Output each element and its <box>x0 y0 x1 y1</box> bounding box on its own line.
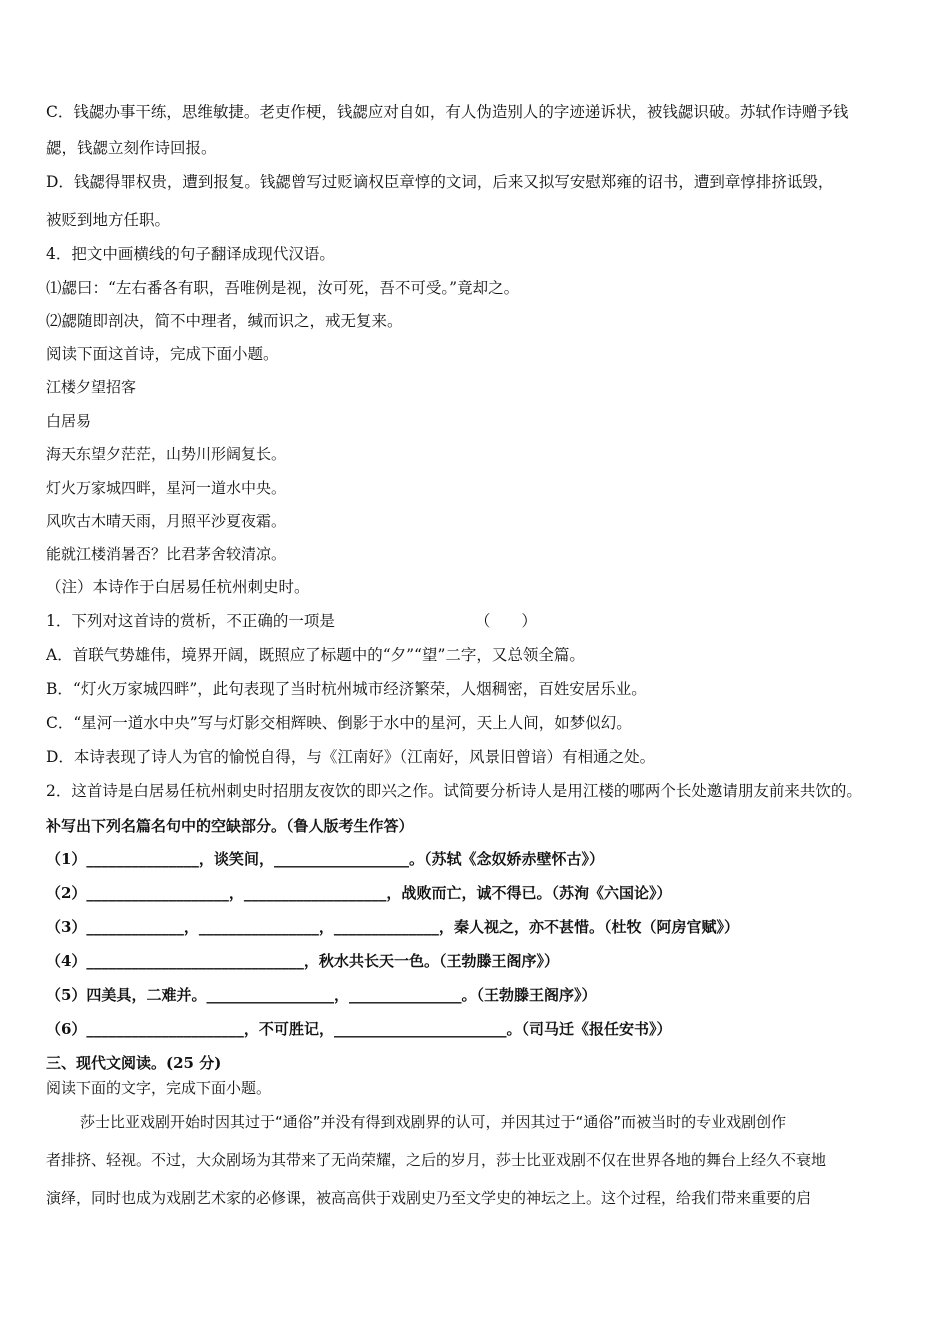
question-4: 4．把文中画横线的句子翻译成现代汉语。 <box>46 245 335 263</box>
poem-question-2: 2．这首诗是白居易任杭州刺史时招朋友夜饮的即兴之作。试简要分析诗人是用江楼的哪两个长处邀请朋友前来共饮的。 <box>46 782 862 800</box>
option-c-line-1: C．钱勰办事干练，思维敏捷。老吏作梗，钱勰应对自如，有人伪造别人的字迹递诉状，被钱勰识破。苏轼作诗赠予钱 <box>46 103 849 121</box>
poem-option-c: C．“星河一道水中央”写与灯影交相辉映、倒影于水中的星河，天上人间，如梦似幻。 <box>46 714 632 732</box>
poem-question-1 <box>46 611 537 631</box>
poem-line-4: 能就江楼消暑否？比君茅舍较清凉。 <box>46 545 287 563</box>
passage-line-1: 莎士比亚戏剧开始时因其过于“通俗”并没有得到戏剧界的认可，并因其过于“通俗”而被当时的专业戏剧创作 <box>80 1113 787 1131</box>
fill-in-3: （3）_____________，________________，______________，秦人视之，亦不甚惜。（杜牧（阿房官赋》） <box>46 918 739 936</box>
poem-question-1-text: 1．下列对这首诗的赏析，不正确的一项是 <box>46 612 335 630</box>
poem-option-d: D．本诗表现了诗人为官的愉悦自得，与《江南好》（江南好，风景旧曾谙）有相通之处。 <box>46 748 656 766</box>
fill-in-5: （5）四美具，二难并。_________________，_______________。（王勃滕王阁序》） <box>46 986 597 1004</box>
passage-line-2: 者排挤、轻视。不过，大众剧场为其带来了无尚荣耀，之后的岁月，莎士比亚戏剧不仅在世界各地的舞台上经久不衰地 <box>46 1151 827 1169</box>
poem-line-1: 海天东望夕茫茫，山势川形阔复长。 <box>46 445 287 463</box>
fill-in-instruction: 补写出下列名篇名句中的空缺部分。（鲁人版考生作答） <box>46 817 414 835</box>
fill-in-4: （4）_____________________________，秋水共长天一色。（王勃滕王阁序》） <box>46 952 559 970</box>
option-d-line-2: 被贬到地方任职。 <box>46 211 171 229</box>
reading-instruction: 阅读下面的文字，完成下面小题。 <box>46 1079 272 1097</box>
question-4-sentence-2: ⑵勰随即剖决，简不中理者，缄而识之，戒无复来。 <box>46 312 403 330</box>
fill-in-6: （6）_____________________，不可胜记，_______________________。（司马迁《报任安书》） <box>46 1020 672 1038</box>
fill-in-1: （1）_______________，谈笑间，__________________。（苏轼《念奴娇赤壁怀古》） <box>46 850 604 868</box>
poem-line-2: 灯火万家城四畔，星河一道水中央。 <box>46 479 287 497</box>
poem-option-a: A．首联气势雄伟，境界开阔，既照应了标题中的“夕”“望”二字，又总领全篇。 <box>46 646 585 664</box>
answer-bracket: （ ） <box>474 612 537 630</box>
passage-line-3: 演绎，同时也成为戏剧艺术家的必修课，被高高供于戏剧史乃至文学史的神坛之上。这个过程，给我们带来重要的启 <box>46 1189 812 1207</box>
section-3-heading: 三、现代文阅读。(25 分) <box>46 1054 222 1072</box>
poem-note: （注）本诗作于白居易任杭州刺史时。 <box>46 578 310 596</box>
option-d-line-1: D．钱勰得罪权贵，遭到报复。钱勰曾写过贬谪权臣章惇的文词，后来又拟写安慰郑雍的诏书，遭到章惇排挤诋毁， <box>46 173 834 191</box>
poem-author: 白居易 <box>46 412 92 430</box>
question-4-sentence-1: ⑴勰曰：“左右番各有职，吾唯例是视，汝可死，吾不可受。”竟却之。 <box>46 279 520 297</box>
poem-line-3: 风吹古木晴天雨，月照平沙夏夜霜。 <box>46 512 287 530</box>
poem-title: 江楼夕望招客 <box>46 378 137 396</box>
fill-in-2: （2）___________________，___________________，战败而亡，诚不得已。（苏洵《六国论》） <box>46 884 672 902</box>
poem-instruction: 阅读下面这首诗，完成下面小题。 <box>46 345 279 363</box>
poem-option-b: B．“灯火万家城四畔”，此句表现了当时杭州城市经济繁荣，人烟稠密，百姓安居乐业。 <box>46 680 647 698</box>
option-c-line-2: 勰，钱勰立刻作诗回报。 <box>46 139 217 157</box>
